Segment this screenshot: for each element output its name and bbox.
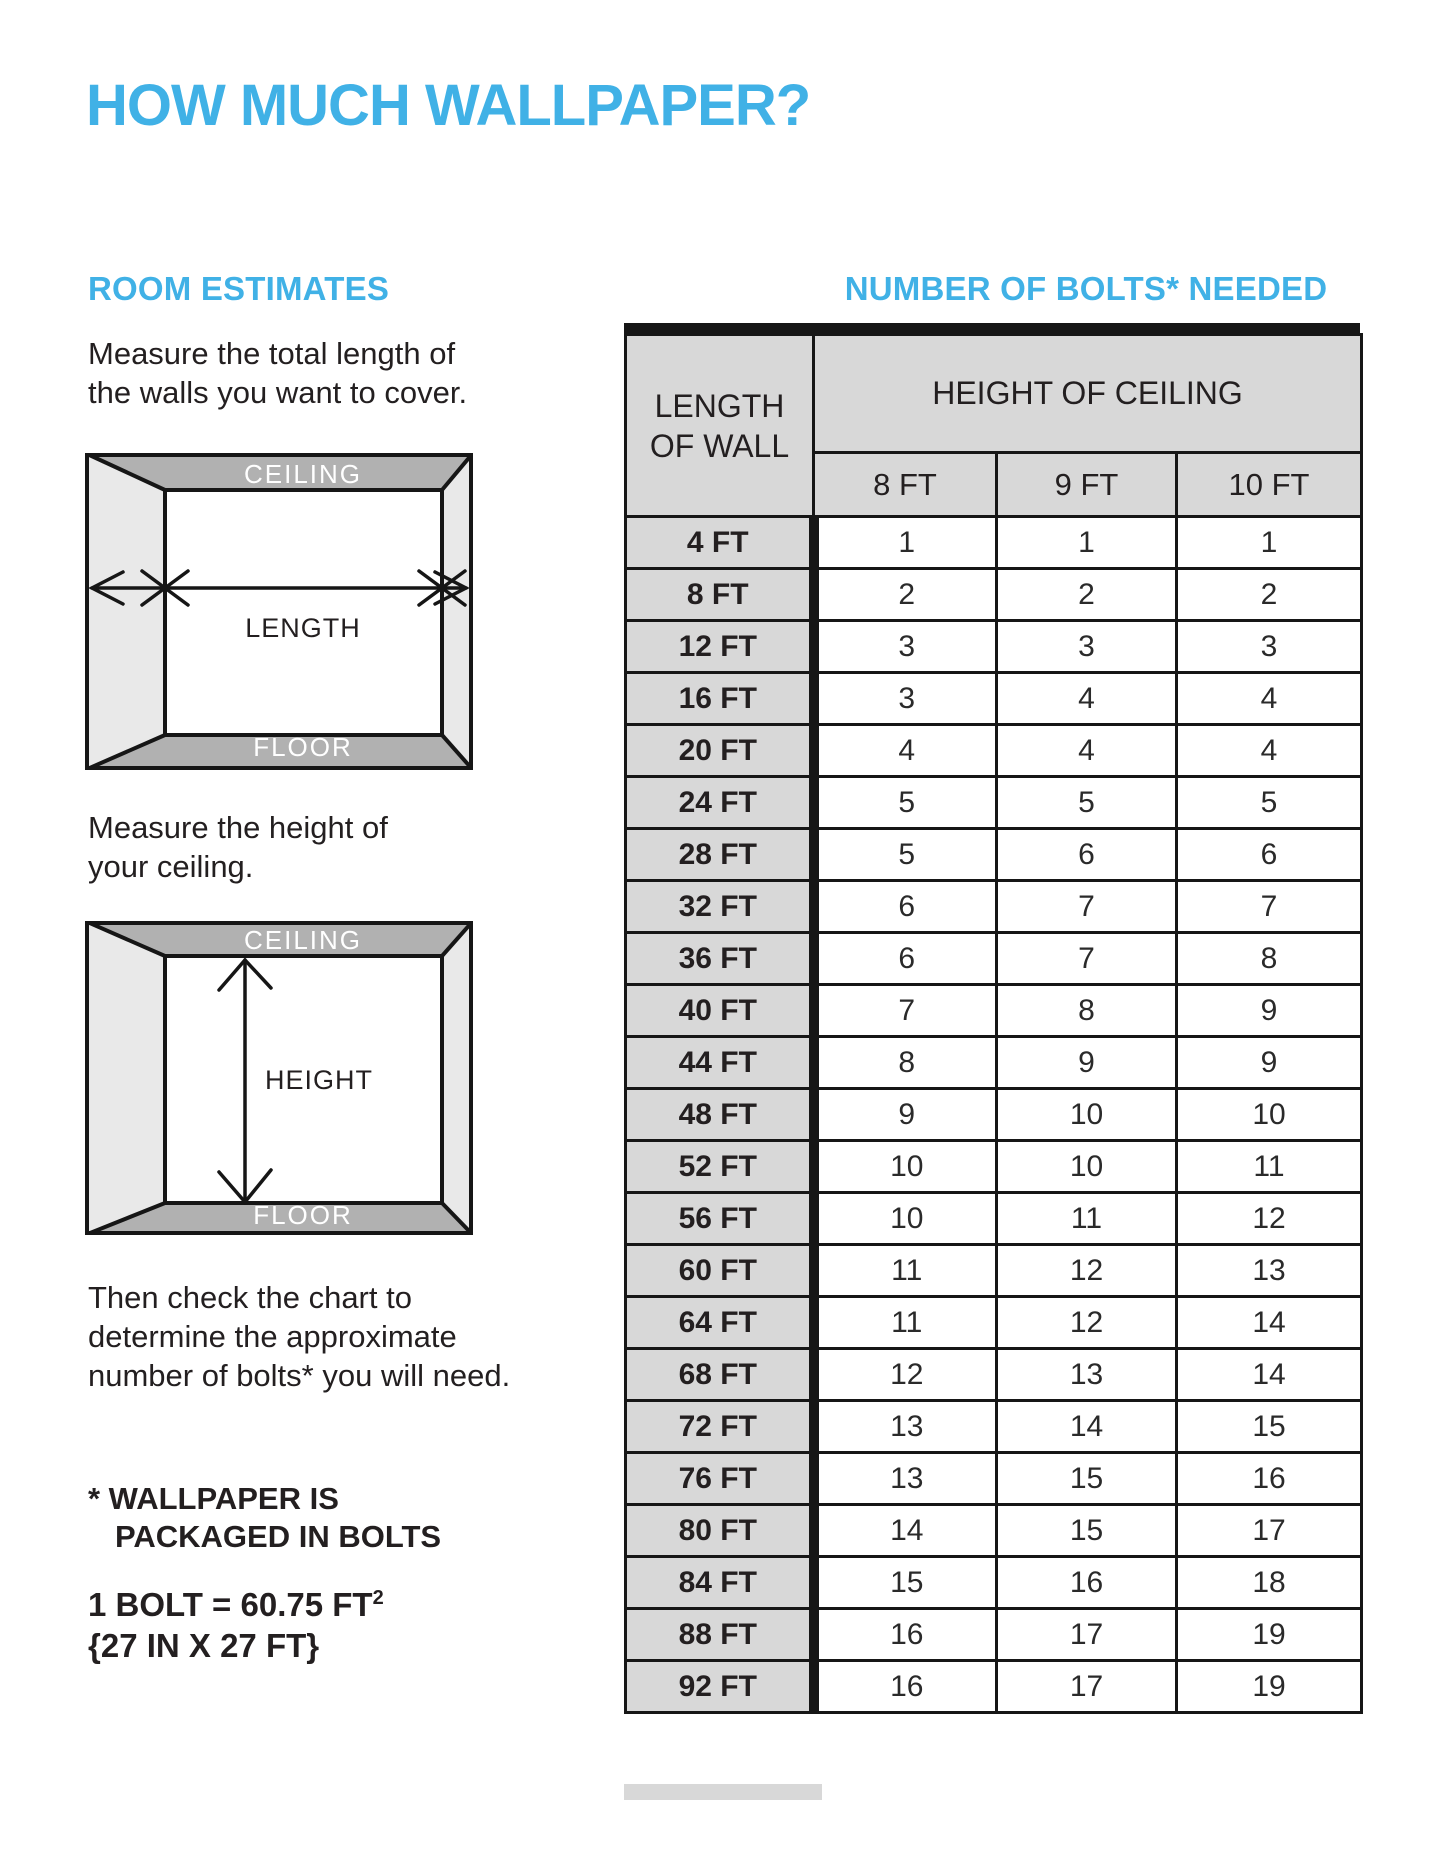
bolt-count-cell: 18 xyxy=(1177,1557,1362,1609)
bolt-count-cell: 4 xyxy=(997,673,1177,725)
bolt-count-cell: 9 xyxy=(814,1089,997,1141)
bolt-count-cell: 14 xyxy=(1177,1349,1362,1401)
bolt-count-cell: 7 xyxy=(997,881,1177,933)
bolt-equation-text: 1 BOLT = 60.75 FT xyxy=(88,1586,373,1623)
wall-length-cell: 68 FT xyxy=(626,1349,814,1401)
bolt-count-cell: 5 xyxy=(1177,777,1362,829)
bolt-count-cell: 16 xyxy=(814,1609,997,1661)
ceiling-label: CEILING xyxy=(243,459,363,489)
paragraph-line: the walls you want to cover. xyxy=(88,375,468,410)
bolt-count-cell: 4 xyxy=(997,725,1177,777)
wall-length-cell: 76 FT xyxy=(626,1453,814,1505)
header-line: OF WALL xyxy=(649,427,790,464)
wall-length-cell: 40 FT xyxy=(626,985,814,1037)
table-row xyxy=(626,1505,1362,1557)
col-header-8ft: 8 FT xyxy=(814,453,997,517)
bolt-count-cell: 15 xyxy=(997,1505,1177,1557)
bolt-count-cell: 5 xyxy=(997,777,1177,829)
table-row xyxy=(626,1609,1362,1661)
bolt-count-cell: 14 xyxy=(1177,1297,1362,1349)
room-height-illustration xyxy=(85,921,473,1235)
table-header-row xyxy=(626,335,1362,453)
bolt-count-cell: 7 xyxy=(1177,881,1362,933)
col-header-10ft: 10 FT xyxy=(1177,453,1362,517)
bolt-count-cell: 4 xyxy=(1177,725,1362,777)
page-title: HOW MUCH WALLPAPER? xyxy=(86,73,811,138)
wall-length-cell: 20 FT xyxy=(626,725,814,777)
bolt-count-cell: 3 xyxy=(814,621,997,673)
bolt-equation xyxy=(88,1584,384,1666)
wall-length-cell: 44 FT xyxy=(626,1037,814,1089)
bolt-count-cell: 12 xyxy=(997,1297,1177,1349)
table-row xyxy=(626,933,1362,985)
bolt-count-cell: 15 xyxy=(814,1557,997,1609)
bolt-count-cell: 7 xyxy=(997,933,1177,985)
table-row xyxy=(626,881,1362,933)
bolt-count-cell: 8 xyxy=(1177,933,1362,985)
floor-label: FLOOR xyxy=(253,1200,353,1230)
col-header-9ft: 9 FT xyxy=(997,453,1177,517)
wall-length-cell: 28 FT xyxy=(626,829,814,881)
bolts-footnote xyxy=(88,1480,441,1556)
bolt-count-cell: 17 xyxy=(997,1609,1177,1661)
bolt-count-cell: 4 xyxy=(1177,673,1362,725)
paragraph-line: Then check the chart to xyxy=(88,1280,412,1315)
room-length-diagram xyxy=(85,453,473,770)
paragraph-line: Measure the height of xyxy=(88,810,388,845)
bolt-count-cell: 12 xyxy=(814,1349,997,1401)
bolt-count-cell: 13 xyxy=(1177,1245,1362,1297)
wall-length-cell: 32 FT xyxy=(626,881,814,933)
bolt-count-cell: 1 xyxy=(1177,517,1362,569)
bolt-count-cell: 1 xyxy=(997,517,1177,569)
bolt-equation-line xyxy=(88,1584,384,1625)
table-top-bar xyxy=(624,323,1360,333)
bolt-count-cell: 17 xyxy=(1177,1505,1362,1557)
wall-length-cell: 4 FT xyxy=(626,517,814,569)
table-row xyxy=(626,1089,1362,1141)
wall-length-cell: 36 FT xyxy=(626,933,814,985)
wall-length-cell: 52 FT xyxy=(626,1141,814,1193)
paragraph-line: your ceiling. xyxy=(88,849,254,884)
bolt-count-cell: 6 xyxy=(997,829,1177,881)
wall-length-cell: 64 FT xyxy=(626,1297,814,1349)
room-estimates-heading: ROOM ESTIMATES xyxy=(88,270,390,307)
bolt-equation-superscript: 2 xyxy=(372,1587,384,1609)
paragraph-line: Measure the total length of xyxy=(88,336,456,371)
bolt-count-cell: 10 xyxy=(814,1141,997,1193)
bolt-count-cell: 3 xyxy=(1177,621,1362,673)
bolt-count-cell: 9 xyxy=(1177,1037,1362,1089)
bolt-count-cell: 15 xyxy=(1177,1401,1362,1453)
right-wall xyxy=(442,921,473,1235)
bolt-count-cell: 10 xyxy=(814,1193,997,1245)
bolt-count-cell: 19 xyxy=(1177,1609,1362,1661)
bolt-count-cell: 12 xyxy=(997,1245,1177,1297)
bolt-count-cell: 15 xyxy=(997,1453,1177,1505)
height-of-ceiling-header: HEIGHT OF CEILING xyxy=(814,335,1362,453)
table-row xyxy=(626,829,1362,881)
bolt-count-cell: 11 xyxy=(814,1245,997,1297)
bolt-count-cell: 17 xyxy=(997,1661,1177,1713)
left-wall xyxy=(85,921,165,1235)
wall-length-cell: 16 FT xyxy=(626,673,814,725)
bolt-count-cell: 2 xyxy=(1177,569,1362,621)
bolt-count-cell: 14 xyxy=(997,1401,1177,1453)
bolts-table-body xyxy=(626,517,1362,1713)
wall-length-cell: 80 FT xyxy=(626,1505,814,1557)
bolt-count-cell: 3 xyxy=(997,621,1177,673)
bolt-count-cell: 5 xyxy=(814,829,997,881)
bolt-count-cell: 12 xyxy=(1177,1193,1362,1245)
table-row xyxy=(626,985,1362,1037)
bolt-count-cell: 16 xyxy=(997,1557,1177,1609)
measure-height-paragraph xyxy=(88,808,388,886)
room-length-illustration xyxy=(85,453,473,770)
right-wall xyxy=(442,453,473,770)
wall-length-cell: 88 FT xyxy=(626,1609,814,1661)
paragraph-line: determine the approximate xyxy=(88,1319,457,1354)
bolt-count-cell: 6 xyxy=(1177,829,1362,881)
table-row xyxy=(626,1193,1362,1245)
bolt-count-cell: 14 xyxy=(814,1505,997,1557)
table-row xyxy=(626,1557,1362,1609)
wall-length-cell: 8 FT xyxy=(626,569,814,621)
wall-length-cell: 24 FT xyxy=(626,777,814,829)
table-row xyxy=(626,569,1362,621)
length-of-wall-header xyxy=(626,335,814,517)
table-row xyxy=(626,673,1362,725)
bolt-count-cell: 4 xyxy=(814,725,997,777)
floor-label: FLOOR xyxy=(253,732,353,762)
bolt-count-cell: 8 xyxy=(814,1037,997,1089)
bolt-count-cell: 8 xyxy=(997,985,1177,1037)
wall-length-cell: 72 FT xyxy=(626,1401,814,1453)
bolt-count-cell: 13 xyxy=(814,1401,997,1453)
bolt-count-cell: 11 xyxy=(997,1193,1177,1245)
footnote-line: PACKAGED IN BOLTS xyxy=(115,1519,442,1554)
table-row xyxy=(626,1297,1362,1349)
bolt-count-cell: 6 xyxy=(814,881,997,933)
bolts-needed-table xyxy=(624,333,1363,1714)
table-row xyxy=(626,1401,1362,1453)
bolt-count-cell: 13 xyxy=(814,1453,997,1505)
table-row xyxy=(626,725,1362,777)
table-row xyxy=(626,1453,1362,1505)
footnote-line: * WALLPAPER IS xyxy=(88,1481,339,1516)
table-row xyxy=(626,517,1362,569)
bolt-count-cell: 7 xyxy=(814,985,997,1037)
room-height-diagram xyxy=(85,921,473,1235)
bolt-count-cell: 9 xyxy=(1177,985,1362,1037)
bolt-count-cell: 6 xyxy=(814,933,997,985)
bolt-count-cell: 10 xyxy=(997,1089,1177,1141)
bolt-count-cell: 10 xyxy=(997,1141,1177,1193)
left-wall xyxy=(85,453,165,770)
wall-length-cell: 12 FT xyxy=(626,621,814,673)
measure-length-paragraph xyxy=(88,334,467,412)
header-line: LENGTH xyxy=(654,387,785,424)
bolt-count-cell: 19 xyxy=(1177,1661,1362,1713)
bolt-count-cell: 9 xyxy=(997,1037,1177,1089)
check-chart-paragraph xyxy=(88,1278,510,1395)
wall-length-cell: 84 FT xyxy=(626,1557,814,1609)
bolt-count-cell: 16 xyxy=(1177,1453,1362,1505)
wall-length-cell: 48 FT xyxy=(626,1089,814,1141)
ceiling-label: CEILING xyxy=(243,925,363,955)
table-row xyxy=(626,1661,1362,1713)
bolt-count-cell: 3 xyxy=(814,673,997,725)
bolt-dimensions: {27 IN X 27 FT} xyxy=(88,1627,320,1664)
table-row xyxy=(626,1037,1362,1089)
bolt-count-cell: 5 xyxy=(814,777,997,829)
bolt-count-cell: 11 xyxy=(814,1297,997,1349)
table-row xyxy=(626,1245,1362,1297)
paragraph-line: number of bolts* you will need. xyxy=(88,1358,511,1393)
table-row xyxy=(626,777,1362,829)
bolt-count-cell: 10 xyxy=(1177,1089,1362,1141)
bolts-table xyxy=(624,323,1360,1714)
wall-length-cell: 60 FT xyxy=(626,1245,814,1297)
table-bottom-tab xyxy=(624,1784,822,1800)
table-row xyxy=(626,1349,1362,1401)
bolt-count-cell: 2 xyxy=(814,569,997,621)
bolt-count-cell: 1 xyxy=(814,517,997,569)
bolt-count-cell: 13 xyxy=(997,1349,1177,1401)
table-row xyxy=(626,621,1362,673)
height-label: HEIGHT xyxy=(265,1065,374,1095)
wall-length-cell: 56 FT xyxy=(626,1193,814,1245)
bolt-count-cell: 11 xyxy=(1177,1141,1362,1193)
length-label: LENGTH xyxy=(245,613,361,643)
wall-length-cell: 92 FT xyxy=(626,1661,814,1713)
bolt-count-cell: 16 xyxy=(814,1661,997,1713)
bolt-count-cell: 2 xyxy=(997,569,1177,621)
table-row xyxy=(626,1141,1362,1193)
bolts-needed-heading: NUMBER OF BOLTS* NEEDED xyxy=(844,270,1328,307)
